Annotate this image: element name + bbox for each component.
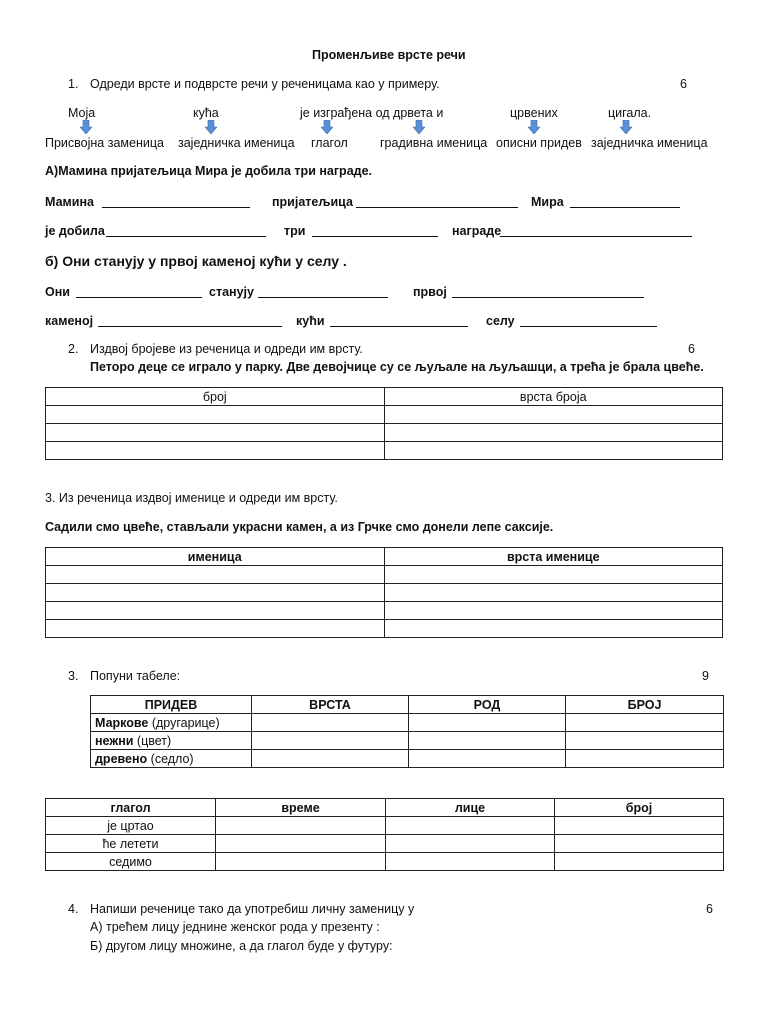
table-cell[interactable] <box>384 406 723 424</box>
table-cell[interactable] <box>384 602 723 620</box>
table-cell[interactable] <box>216 817 386 835</box>
adjective-word: нежни <box>95 733 134 748</box>
q2-sentence: Петоро деце се играло у парку. Две девојчице су се љуљале на љуљашци, а трећа је брала цвеће. <box>90 360 704 374</box>
table-header: врста именице <box>384 548 723 566</box>
table-cell[interactable] <box>566 750 724 768</box>
table-header: број <box>555 799 724 817</box>
table-header: РОД <box>409 696 566 714</box>
answer-blank[interactable] <box>356 193 518 208</box>
verbs-table <box>45 798 724 871</box>
table-cell[interactable] <box>555 817 724 835</box>
example-label: описни придев <box>496 136 582 150</box>
numbers-table <box>45 387 723 460</box>
q1-text: Одреди врсте и подврсте речи у реченицама као у примеру. <box>90 77 440 91</box>
example-label: Присвојна заменица <box>45 136 164 150</box>
example-word: црвених <box>510 106 558 120</box>
arrow-down-icon <box>620 120 632 134</box>
table-cell[interactable] <box>46 442 385 460</box>
table-header: број <box>46 388 385 406</box>
adjective-note: (седло) <box>147 751 194 766</box>
blank-label: пријатељица <box>272 195 353 209</box>
blank-label: три <box>284 224 306 238</box>
table-cell[interactable] <box>386 835 555 853</box>
q4-number: 4. <box>68 902 79 916</box>
verb-cell: је цртао <box>46 817 216 835</box>
table-header: ПРИДЕВ <box>91 696 252 714</box>
nouns-table <box>45 547 723 638</box>
adjective-cell <box>91 714 252 732</box>
example-word: кућа <box>193 106 219 120</box>
adjective-note: (цвет) <box>133 733 172 748</box>
answer-blank[interactable] <box>520 312 657 327</box>
table-cell[interactable] <box>409 732 566 750</box>
answer-blank[interactable] <box>312 222 438 237</box>
answer-blank[interactable] <box>98 312 282 327</box>
q2-points: 6 <box>688 342 695 356</box>
table-cell[interactable] <box>46 584 385 602</box>
blank-label: првој <box>413 285 447 299</box>
table-cell[interactable] <box>384 442 723 460</box>
blank-label: награде <box>452 224 502 238</box>
answer-blank[interactable] <box>500 222 692 237</box>
table-row <box>46 584 723 602</box>
table-cell[interactable] <box>46 406 385 424</box>
example-word: Моја <box>68 106 96 120</box>
example-word: цигала. <box>608 106 652 120</box>
adjective-note: (другарице) <box>148 715 220 730</box>
answer-blank[interactable] <box>102 193 250 208</box>
example-label: градивна именица <box>380 136 488 150</box>
arrow-down-icon <box>321 120 333 134</box>
table-cell[interactable] <box>566 714 724 732</box>
table-cell[interactable] <box>216 853 386 871</box>
verb-cell: седимо <box>46 853 216 871</box>
example-label: заједничка именица <box>178 136 295 150</box>
table-cell[interactable] <box>555 835 724 853</box>
arrow-down-icon <box>413 120 425 134</box>
table-row <box>46 442 723 460</box>
q4-text: Напиши реченице тако да употребиш личну заменицу у <box>90 902 415 916</box>
q4-part-a: А) трећем лицу једнине женског рода у презенту : <box>90 920 380 934</box>
answer-blank[interactable] <box>570 193 680 208</box>
answer-blank[interactable] <box>452 283 644 298</box>
table-cell[interactable] <box>252 714 409 732</box>
verb-cell: ће летети <box>46 835 216 853</box>
table-cell[interactable] <box>386 817 555 835</box>
table-cell[interactable] <box>46 424 385 442</box>
table-row <box>46 424 723 442</box>
table-row <box>46 835 724 853</box>
q1-number: 1. <box>68 77 79 91</box>
q2-number: 2. <box>68 342 79 356</box>
page-title: Променљиве врсте речи <box>312 48 466 62</box>
table-cell[interactable] <box>409 750 566 768</box>
table-cell[interactable] <box>555 853 724 871</box>
table-cell[interactable] <box>384 424 723 442</box>
table-row <box>46 602 723 620</box>
table-cell[interactable] <box>252 750 409 768</box>
table-row <box>91 732 724 750</box>
table-header: време <box>216 799 386 817</box>
example-label: глагол <box>311 136 348 150</box>
table-header: ВРСТА <box>252 696 409 714</box>
q1-points: 6 <box>680 77 687 91</box>
q2-text: Издвој бројеве из реченица и одреди им врсту. <box>90 342 363 356</box>
blank-label: кући <box>296 314 325 328</box>
blank-label: је добила <box>45 224 105 238</box>
answer-blank[interactable] <box>258 283 388 298</box>
table-cell[interactable] <box>384 584 723 602</box>
table-cell[interactable] <box>384 566 723 584</box>
table-cell[interactable] <box>566 732 724 750</box>
table-row <box>46 406 723 424</box>
table-header: БРОЈ <box>566 696 724 714</box>
table-cell[interactable] <box>384 620 723 638</box>
adjective-cell <box>91 732 252 750</box>
table-row <box>46 566 723 584</box>
arrow-down-icon <box>80 120 92 134</box>
sentence-b: б) Они станују у првој каменој кући у селу . <box>45 253 347 269</box>
example-label: заједничка именица <box>591 136 708 150</box>
table-cell[interactable] <box>386 853 555 871</box>
arrow-down-icon <box>205 120 217 134</box>
q3b-points: 9 <box>702 669 709 683</box>
q3-text: 3. Из реченица издвој именице и одреди им врсту. <box>45 491 338 505</box>
arrow-down-icon <box>528 120 540 134</box>
table-cell[interactable] <box>252 732 409 750</box>
blank-label: станују <box>209 285 254 299</box>
table-header: глагол <box>46 799 216 817</box>
adjective-word: древено <box>95 751 148 766</box>
sentence-a: А)Мамина пријатељица Мира је добила три награде. <box>45 164 373 178</box>
table-cell[interactable] <box>216 835 386 853</box>
q4-part-b: Б) другом лицу множине, а да глагол буде у футуру: <box>90 939 393 953</box>
q4-points: 6 <box>706 902 713 916</box>
q3b-number: 3. <box>68 669 79 683</box>
adjective-word: Маркове <box>95 715 149 730</box>
answer-blank[interactable] <box>330 312 468 327</box>
blank-label: Мамина <box>45 195 94 209</box>
table-cell[interactable] <box>409 714 566 732</box>
blank-label: Мира <box>531 195 564 209</box>
table-row <box>46 853 724 871</box>
table-cell[interactable] <box>46 566 385 584</box>
table-header: именица <box>46 548 385 566</box>
answer-blank[interactable] <box>76 283 202 298</box>
table-row <box>46 817 724 835</box>
answer-blank[interactable] <box>106 222 266 237</box>
table-row <box>46 620 723 638</box>
table-cell[interactable] <box>46 602 385 620</box>
adjective-cell <box>91 750 252 768</box>
example-word: је изграђена од дрвета и <box>300 106 444 120</box>
blank-label: каменој <box>45 314 94 328</box>
q3b-text: Попуни табеле: <box>90 669 181 683</box>
q3-sentence: Садили смо цвеће, стављали украсни камен, а из Грчке смо донели лепе саксије. <box>45 520 554 534</box>
table-row <box>91 750 724 768</box>
blank-label: Они <box>45 285 70 299</box>
table-row <box>91 714 724 732</box>
adjectives-table <box>90 695 724 768</box>
table-header: лице <box>386 799 555 817</box>
table-header: врста броја <box>384 388 723 406</box>
table-cell[interactable] <box>46 620 385 638</box>
blank-label: селу <box>486 314 515 328</box>
